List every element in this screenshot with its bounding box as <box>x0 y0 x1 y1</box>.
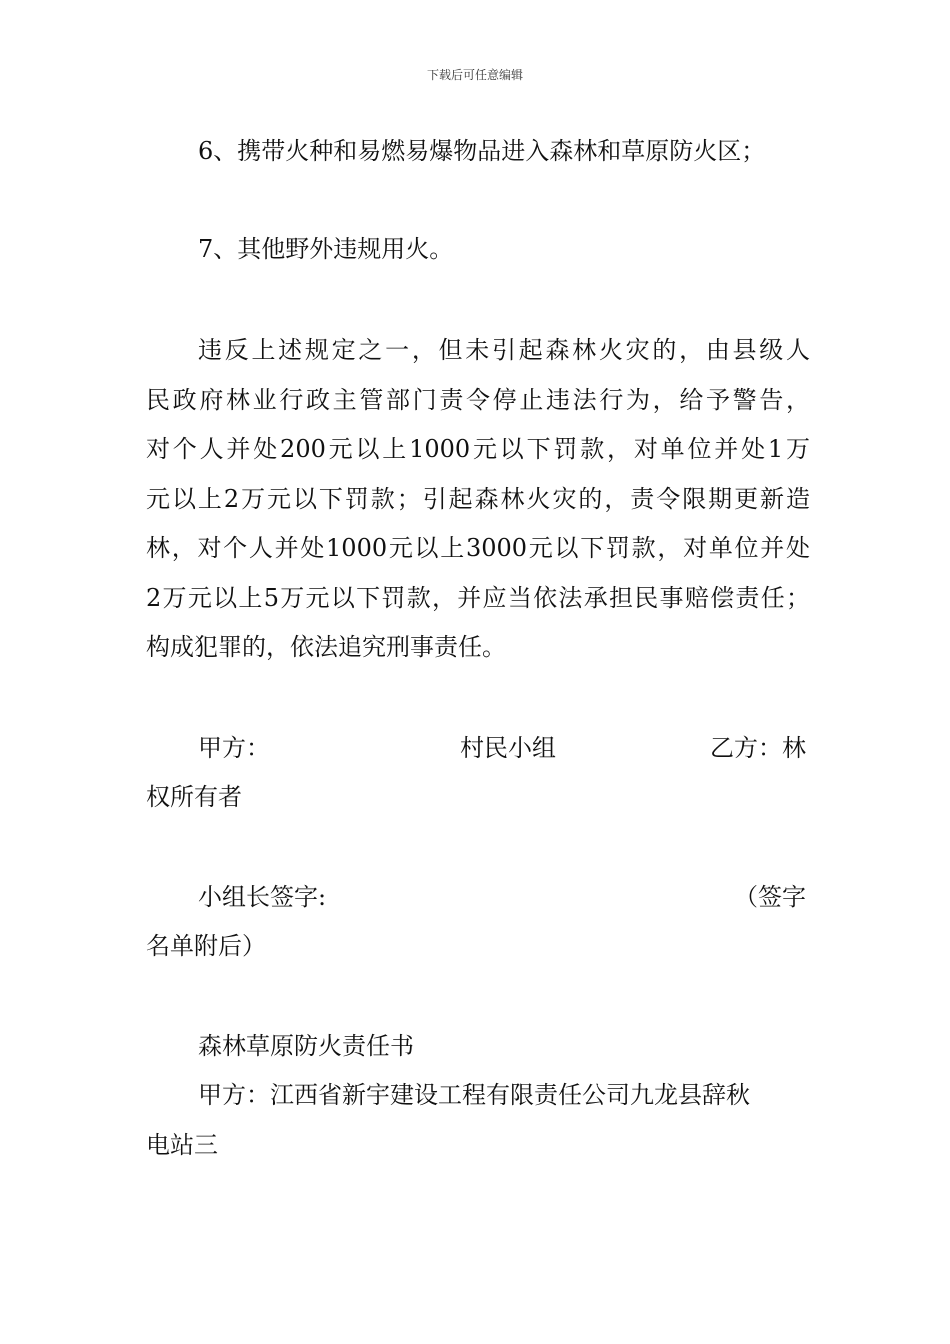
leader-note-continuation: 名单附后） <box>146 932 266 960</box>
penalty-line-7: 构成犯罪的，依法追究刑事责任。 <box>146 633 506 661</box>
penalty-line-3: 对个人并处200元以上1000元以下罚款，对单位并处1万 <box>146 435 810 463</box>
penalty-line-4: 元以上2万元以下罚款；引起森林火灾的，责令限期更新造 <box>146 485 810 513</box>
penalty-line-2: 民政府林业行政主管部门责令停止违法行为，给予警告， <box>146 386 810 414</box>
next-document-title: 森林草原防火责任书 <box>198 1032 414 1060</box>
list-item-6: 6、携带火种和易燃易爆物品进入森林和草原防火区； <box>198 137 766 165</box>
next-party-a-line-1: 甲方：江西省新宇建设工程有限责任公司九龙县辞秋 <box>198 1081 750 1109</box>
party-a-value: 村民小组 <box>460 734 556 762</box>
party-b-label: 乙方：林 <box>710 734 806 762</box>
party-b-continuation: 权所有者 <box>146 783 242 811</box>
penalty-line-1: 违反上述规定之一，但未引起森林火灾的，由县级人 <box>198 336 810 364</box>
party-a-label: 甲方： <box>198 734 270 762</box>
penalty-line-5: 林，对个人并处1000元以上3000元以下罚款，对单位并处 <box>146 534 810 562</box>
penalty-line-6: 2万元以上5万元以下罚款，并应当依法承担民事赔偿责任； <box>146 584 810 612</box>
list-item-7: 7、其他野外违规用火。 <box>198 235 454 263</box>
leader-signature-note: （签字 <box>734 883 806 911</box>
leader-signature-label: 小组长签字: <box>198 883 327 911</box>
next-party-a-line-2: 电站三 <box>146 1131 218 1159</box>
page-header: 下载后可任意编辑 <box>426 68 523 82</box>
